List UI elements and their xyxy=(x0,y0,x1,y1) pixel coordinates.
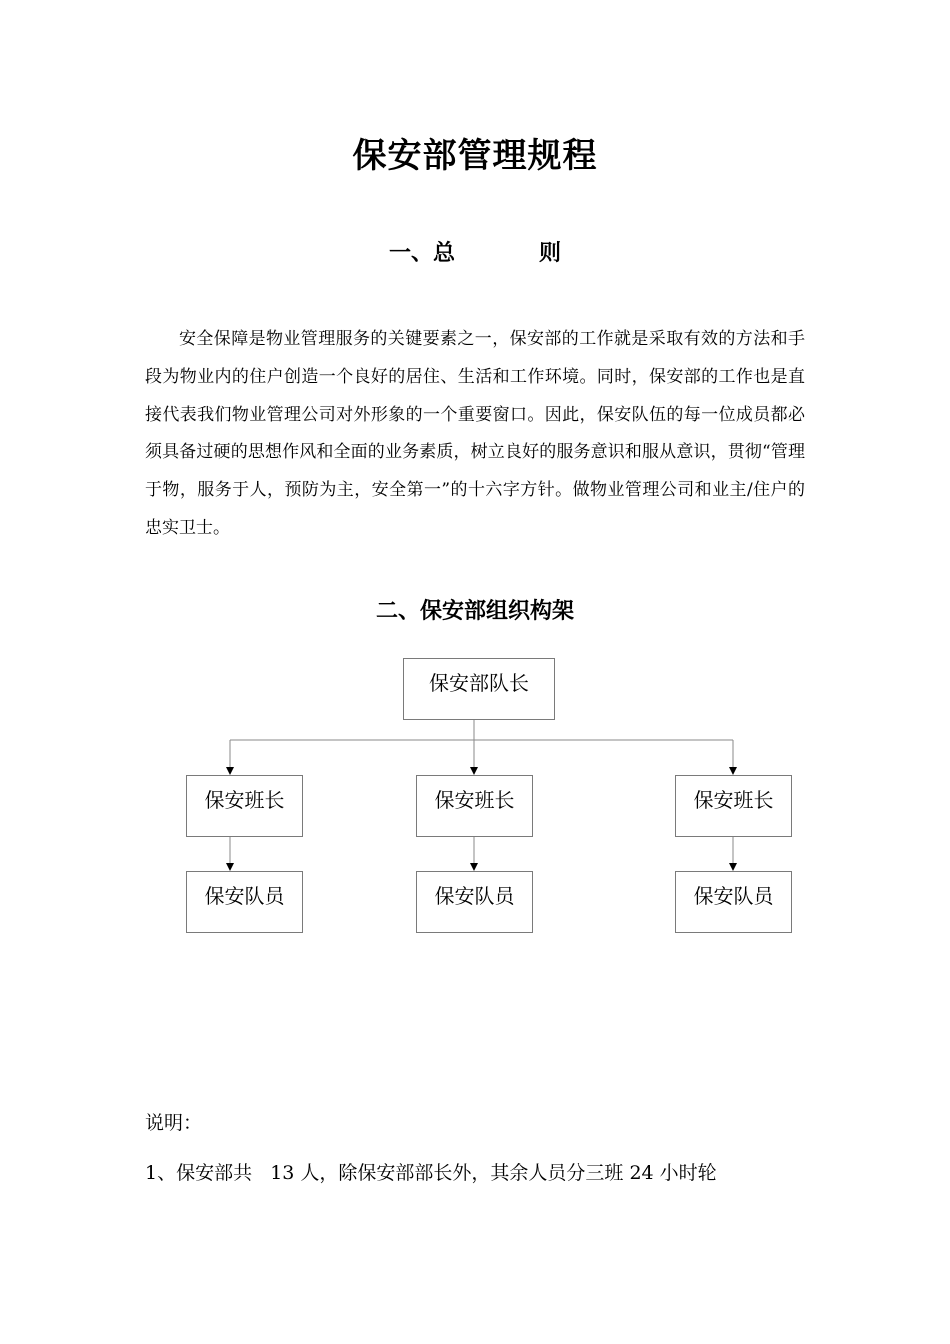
notes-line-1: 1、保安部共 13 人，除保安部部长外，其余人员分三班 24 小时轮 xyxy=(145,1162,717,1184)
org-box-guard-right: 保安队员 xyxy=(675,871,792,933)
org-box-guard-left: 保安队员 xyxy=(186,871,303,933)
org-box-captain: 保安部队长 xyxy=(403,658,555,720)
org-box-squad-leader-left: 保安班长 xyxy=(186,775,303,837)
general-paragraph: 安全保障是物业管理服务的关键要素之一，保安部的工作就是采取有效的方法和手段为物业内的住户创造一个良好的居住、生活和工作环境。同时，保安部的工作也是直接代表我们物业管理公司对外形象的一个重要窗口。因此，保安队伍的每一位成员都必须具备过硬的思想作风和全面的业务素质，树立良好的服务意识和服从意识，贯彻“管理于物，服务于人，预防为主，安全第一”的十六字方针。做物业管理公司和业主/住户的忠实卫士。 xyxy=(145,329,805,538)
org-box-squad-leader-right: 保安班长 xyxy=(675,775,792,837)
document-title: 保安部管理规程 xyxy=(352,136,598,176)
section-heading-part1: 一、总 xyxy=(388,240,455,266)
org-box-squad-leader-middle: 保安班长 xyxy=(416,775,533,837)
section-heading-part2: 则 xyxy=(539,240,562,266)
org-box-guard-middle: 保安队员 xyxy=(416,871,533,933)
section-heading-org-structure: 二、保安部组织构架 xyxy=(375,598,574,624)
section-heading-general xyxy=(0,236,950,267)
notes-label: 说明： xyxy=(145,1112,203,1134)
